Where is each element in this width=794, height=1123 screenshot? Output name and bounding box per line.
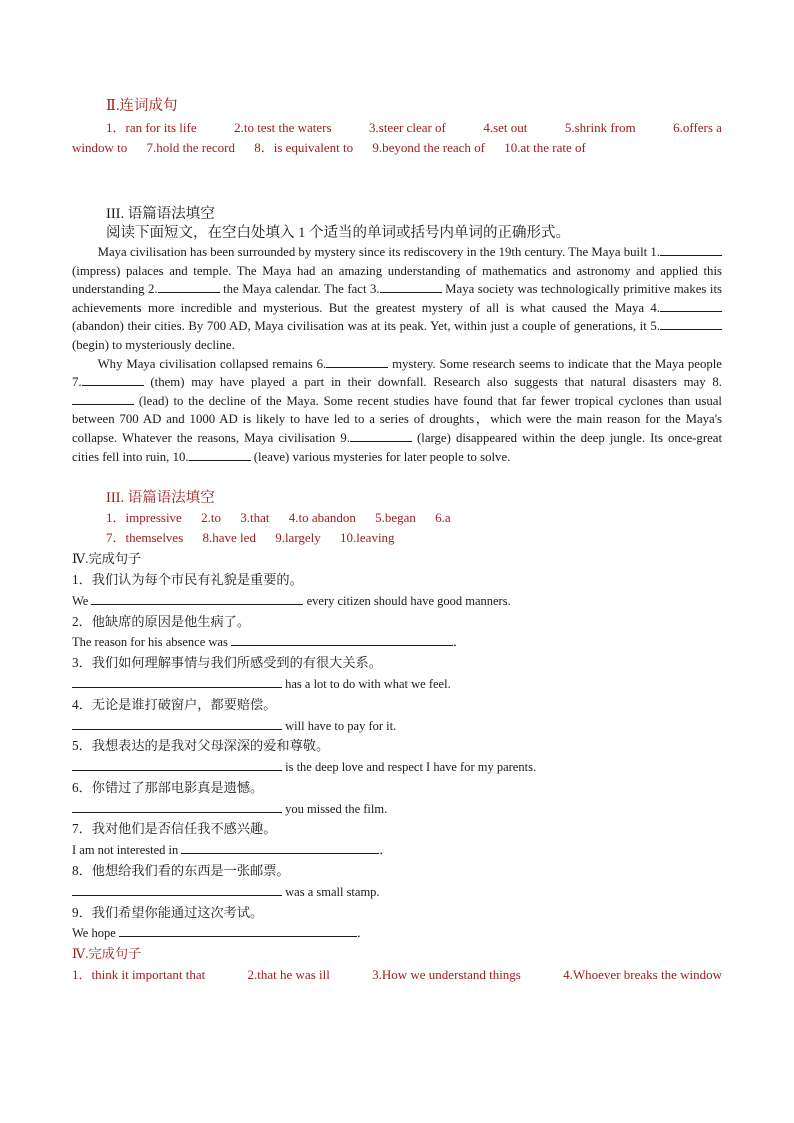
answer-item: 2.that he was ill (247, 967, 330, 983)
answer-blank[interactable] (72, 799, 282, 813)
passage-paragraph-2: Why Maya civilisation collapsed remains 6. mystery. Some research seems to indicate that the Maya people 7. (them) may have played a part in their downfall. Research also suggests that natural disasters may 8. (lead) to the decline of the Maya. Some recent studies have found that far fewer tropical cyclones than usual between 700 AD and 1000 AD is likely to have led to a series of droughts，which were the main reason for the Maya's collapse. Whatever the reasons, Maya civilisation 9. (large) disappeared within the deep jungle. Its once-great cities fell into ruin, 10. (leave) various mysteries for later people to solve. (72, 356, 722, 464)
section-3-answers (72, 508, 722, 548)
answer-blank[interactable] (181, 840, 379, 854)
section-3-answers-title: III. 语篇语法填空 (106, 490, 215, 507)
sentence-9-chinese: 9．我们希望你能通过这次考试。 (72, 904, 264, 920)
blank-5[interactable] (660, 317, 722, 330)
section-4-answers-title: Ⅳ.完成句子 (72, 946, 142, 962)
answer-item: 7.hold the record (146, 140, 235, 155)
sentence-3-chinese: 3．我们如何理解事情与我们所感受到的有很大关系。 (72, 655, 382, 671)
answer-item: 2.to (201, 510, 221, 526)
answer-item: 4.Whoever breaks the window (563, 967, 722, 983)
sentence-5-english: is the deep love and respect I have for my parents. (72, 757, 722, 778)
sentence-7-chinese: 7．我对他们是否信任我不感兴趣。 (72, 821, 277, 837)
section-2-title: Ⅱ.连词成句 (106, 98, 178, 114)
sentence-6-english: you missed the film. (72, 799, 722, 820)
sentence-4-chinese: 4．无论是谁打破窗户，都要赔偿。 (72, 696, 277, 712)
sentence-1-english: We every citizen should have good manners. (72, 591, 722, 612)
sentence-9-english: We hope ． (72, 923, 722, 944)
sentence-1-chinese: 1．我们认为每个市民有礼貌是重要的。 (72, 571, 303, 587)
answer-item: 9.largely (275, 530, 321, 546)
blank-4[interactable] (660, 299, 722, 312)
answer-item: 3.steer clear of (369, 120, 446, 135)
sentence-8-english: was a small stamp. (72, 882, 722, 903)
answer-item: window to (72, 140, 128, 155)
section-3-title: III. 语篇语法填空 (106, 206, 215, 222)
worksheet-page (72, 96, 722, 985)
blank-2[interactable] (158, 280, 220, 293)
blank-10[interactable] (189, 448, 251, 461)
answer-item: 8．is equivalent to (254, 140, 354, 155)
answer-blank[interactable] (72, 882, 282, 896)
answer-item: 5.shrink from (564, 120, 636, 135)
blank-7[interactable] (82, 373, 144, 386)
sentence-6-chinese: 6．你错过了那部电影真是遗憾。 (72, 779, 264, 795)
answer-item: 1．ran for its life (106, 120, 197, 135)
answer-item: 10.leaving (340, 530, 395, 546)
answer-line (72, 118, 722, 138)
answer-item: 3.that (240, 510, 270, 526)
answer-item: 6.offers a (673, 120, 722, 135)
sentence-7-english: I am not interested in ． (72, 840, 722, 861)
answer-item: 4.to abandon (288, 510, 356, 526)
answer-item: 7．themselves (106, 530, 184, 546)
blank-8[interactable] (72, 392, 134, 405)
answer-item: 6.a (435, 510, 451, 526)
answer-blank[interactable] (119, 923, 357, 937)
blank-9[interactable] (350, 429, 412, 442)
sentence-2-english: The reason for his absence was ． (72, 632, 722, 653)
section-4-answers (72, 965, 722, 985)
blank-1[interactable] (660, 243, 722, 256)
answer-blank[interactable] (231, 632, 453, 646)
answer-item: 10.at the rate of (504, 140, 586, 155)
sentence-5-chinese: 5．我想表达的是我对父母深深的爱和尊敬。 (72, 738, 330, 754)
answer-blank[interactable] (72, 674, 282, 688)
answer-item: 5.began (375, 510, 416, 526)
answer-item: 3.How we understand things (372, 967, 521, 983)
answer-line (106, 508, 722, 528)
sentence-4-english: will have to pay for it. (72, 716, 722, 737)
answer-line (106, 528, 722, 548)
section-2-answers (72, 118, 722, 158)
answer-blank[interactable] (72, 757, 282, 771)
answer-item: 1．think it important that (72, 967, 206, 983)
sentence-3-english: has a lot to do with what we feel. (72, 674, 722, 695)
answer-item: 4.set out (483, 120, 528, 135)
section-3-instruction: 阅读下面短文，在空白处填入 1 个适当的单词或括号内单词的正确形式。 (106, 225, 570, 241)
answer-blank[interactable] (91, 591, 303, 605)
answer-item: 2.to test the waters (234, 120, 332, 135)
answer-item: 8.have led (202, 530, 256, 546)
blank-3[interactable] (380, 280, 442, 293)
answer-item: 1．impressive (106, 510, 182, 526)
sentence-8-chinese: 8．他想给我们看的东西是一张邮票。 (72, 863, 290, 879)
blank-6[interactable] (326, 355, 388, 368)
answer-line (72, 138, 722, 158)
section-4-title: Ⅳ.完成句子 (72, 551, 142, 567)
passage-paragraph-1: Maya civilisation has been surrounded by mystery since its rediscovery in the 19th century. The Maya built 1. (impress) palaces and temple. The Maya had an amazing understanding of mathematics and astronomy and applied this understanding 2. the Maya calendar. The fact 3. Maya society was technologically primitive makes its achievements more incredible and mysterious. But the greatest mystery of all is what caused the Maya 4. (abandon) their cities. By 700 AD, Maya civilisation was at its peak. Yet, within just a couple of generations, it 5. (begin) to mysteriously decline. (72, 245, 722, 352)
answer-item: 9.beyond the reach of (372, 140, 486, 155)
sentence-2-chinese: 2．他缺席的原因是他生病了。 (72, 613, 251, 629)
answer-blank[interactable] (72, 716, 282, 730)
